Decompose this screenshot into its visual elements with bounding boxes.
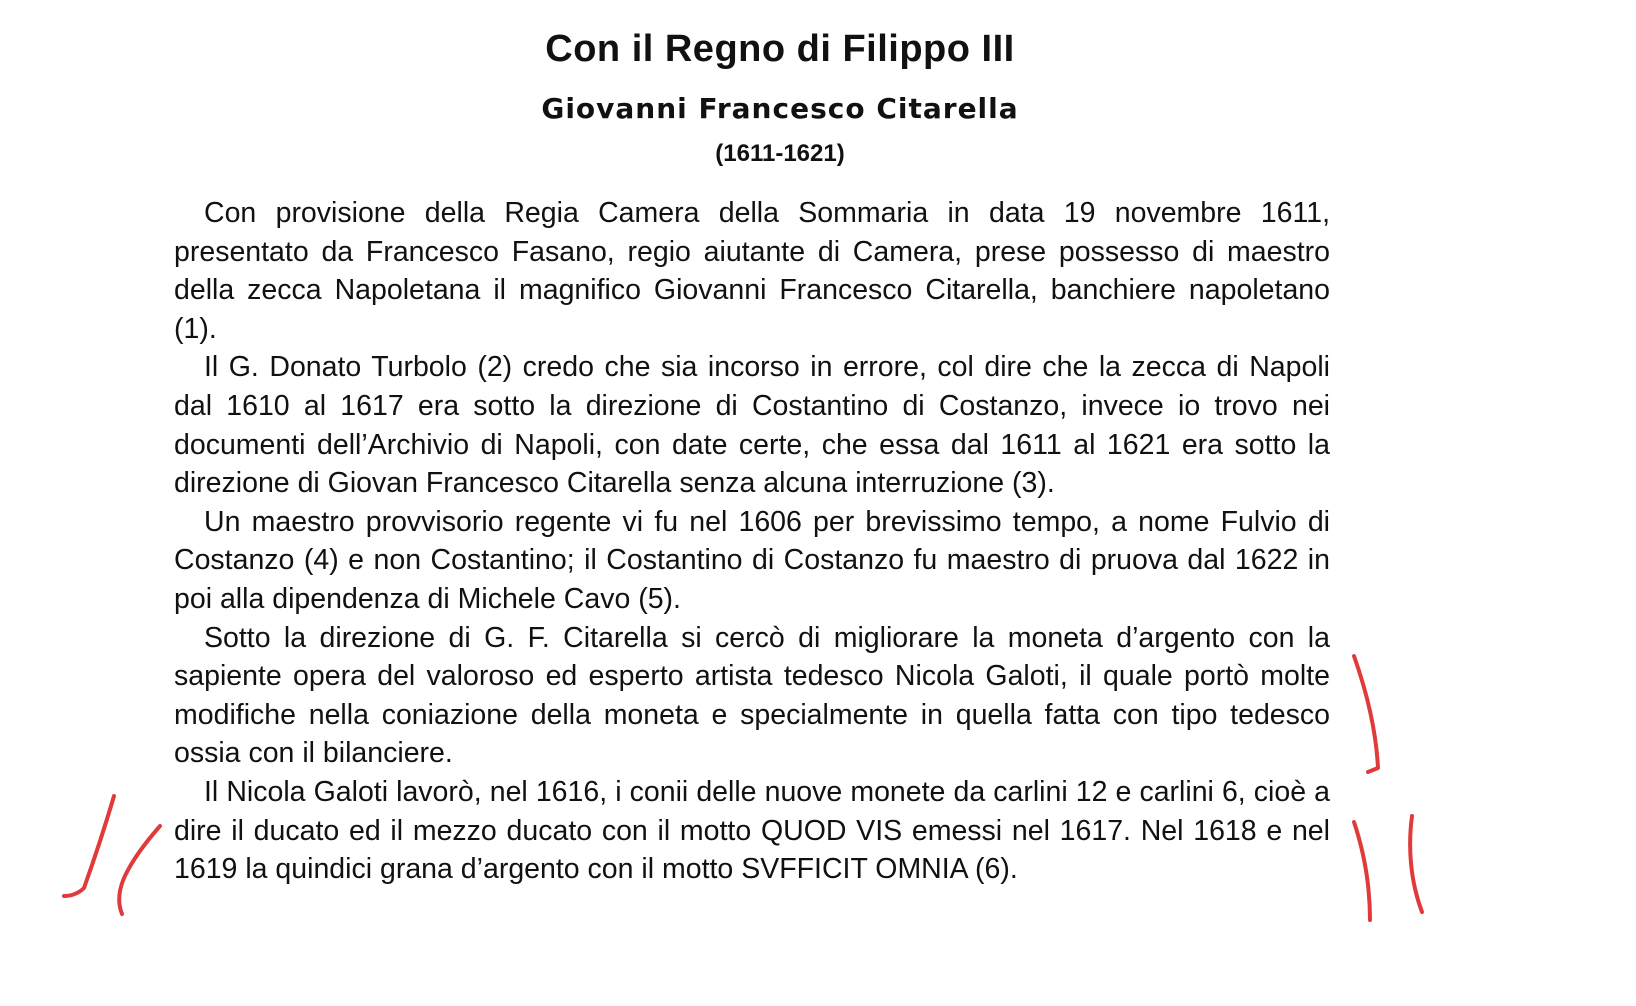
paragraph-4: Sotto la direzione di G. F. Citarella si cercò di migliorare la moneta d’argento con la sapiente opera del valoroso ed esperto artista tedesco Nicola Galoti, il quale portò molte modifiche nella coniazione della moneta e specialmente in quella fatta con tipo tedesco ossia con il bilanciere. <box>174 621 1330 770</box>
annotation-mark-left-1 <box>64 796 114 896</box>
annotation-mark-right-2 <box>1410 816 1422 912</box>
page-title: Con il Regno di Filippo III <box>545 28 1015 70</box>
date-range: (1611-1621) <box>715 140 845 167</box>
paragraph-2: Il G. Donato Turbolo (2) credo che sia incorso in errore, col dire che la zecca di Napoli dal 1610 al 1617 era sotto la direzione di Costantino di Costanzo, invece io trovo nei documenti dell’Archivio di Napoli, con date certe, che essa dal 1611 al 1621 era sotto la direzione di Giovan Francesco Citarella senza alcuna interruzione (3). <box>174 351 1330 500</box>
paragraph-3: Un maestro provvisorio regente vi fu nel 1606 per brevissimo tempo, a nome Fulvio di Costanzo (4) e non Costantino; il Costantino di Costanzo fu maestro di pruova dal 1622 in poi alla dipendenza di Michele Cavo (5). <box>174 505 1330 615</box>
annotation-mark-right-1 <box>1354 822 1370 920</box>
annotation-mark-right-paragraph-4 <box>1354 656 1378 772</box>
page-subtitle: Giovanni Francesco Citarella <box>541 92 1019 125</box>
paragraph-5: Il Nicola Galoti lavorò, nel 1616, i conii delle nuove monete da carlini 12 e carlini 6, cioè a dire il ducato ed il mezzo ducato con il motto QUOD VIS emessi nel 1617. Nel 1618 e nel 1619 la quindici grana d’argento con il motto SVFFICIT OMNIA (6). <box>174 775 1330 886</box>
paragraph-1: Con provisione della Regia Camera della Sommaria in data 19 novembre 1611, presentato da Francesco Fasano, regio aiutante di Camera, prese possesso di maestro della zecca Napoletana il magnifico Giovanni Francesco Citarella, banchiere napoletano (1). <box>174 197 1330 345</box>
body-text <box>174 194 1330 889</box>
annotation-mark-left-2 <box>119 826 160 914</box>
